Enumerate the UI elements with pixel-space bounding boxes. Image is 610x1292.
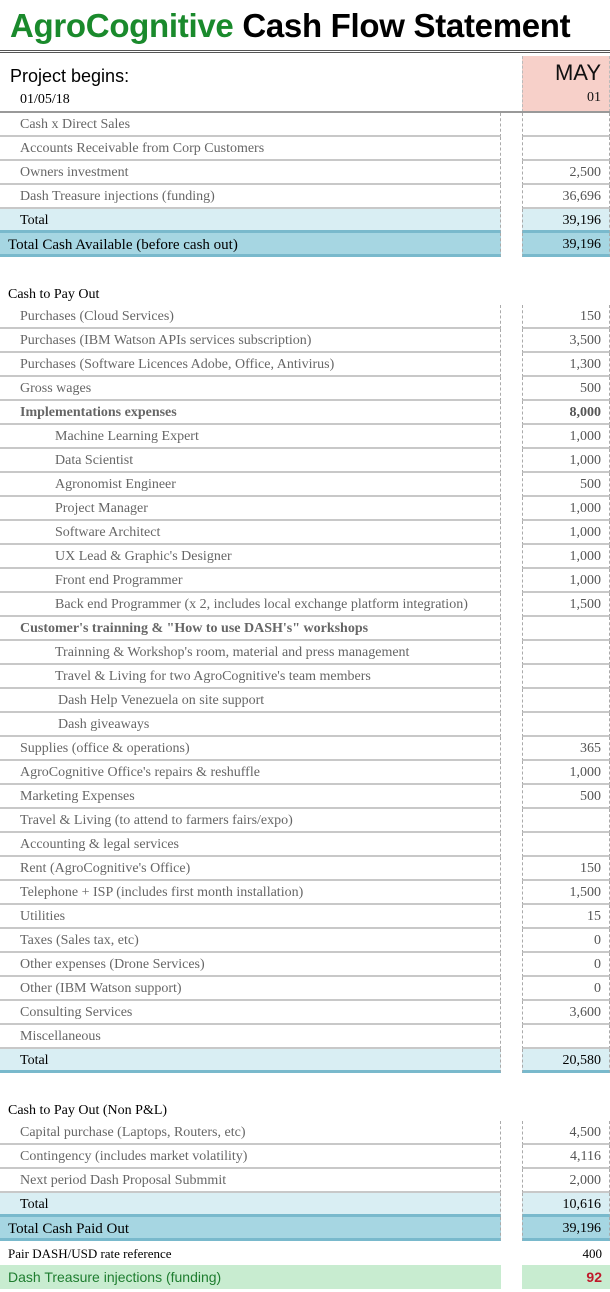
project-begins-date: 01/05/18 [20, 92, 70, 107]
row-value: 1,000 [522, 545, 610, 569]
row-value: 1,000 [522, 569, 610, 593]
row-label: Contingency (includes market volatility) [0, 1145, 501, 1169]
row-value [522, 137, 610, 161]
row-label: Miscellaneous [0, 1025, 501, 1049]
row-label: Trainning & Workshop's room, material and press management [0, 641, 501, 665]
row-label: Accounts Receivable from Corp Customers [0, 137, 501, 161]
row-label: Other expenses (Drone Services) [0, 953, 501, 977]
table-row [0, 809, 610, 833]
row-value: 0 [522, 977, 610, 1001]
row-label: Purchases (Cloud Services) [0, 305, 501, 329]
row-value: 10,616 [522, 1193, 610, 1217]
row-value: 15 [522, 905, 610, 929]
row-value [522, 1025, 610, 1049]
row-label: Utilities [0, 905, 501, 929]
table-row [0, 833, 610, 857]
table-row [0, 521, 610, 545]
row-label: Agronomist Engineer [0, 473, 501, 497]
row-value: 1,500 [522, 881, 610, 905]
row-label: UX Lead & Graphic's Designer [0, 545, 501, 569]
table-row [0, 377, 610, 401]
table-row [0, 857, 610, 881]
cash-paid-row [0, 1217, 610, 1241]
nonpl-total-row [0, 1193, 610, 1217]
section-heading-payout: Cash to Pay Out [8, 287, 100, 302]
table-row [0, 665, 610, 689]
row-value: 400 [582, 1246, 602, 1261]
row-value: 1,000 [522, 449, 610, 473]
row-value: 1,500 [522, 593, 610, 617]
brand-name: AgroCognitive [10, 7, 234, 44]
row-value: 4,500 [522, 1121, 610, 1145]
table-row [0, 185, 610, 209]
row-value: 39,196 [522, 209, 610, 233]
row-label: Cash x Direct Sales [0, 113, 501, 137]
row-label: AgroCognitive Office's repairs & reshuffle [0, 761, 501, 785]
table-row [0, 593, 610, 617]
table-row [0, 713, 610, 737]
row-label: Total [0, 209, 501, 233]
row-label: Rent (AgroCognitive's Office) [0, 857, 501, 881]
cash-in-total-row [0, 209, 610, 233]
row-label: Supplies (office & operations) [0, 737, 501, 761]
row-value: 39,196 [522, 1217, 610, 1241]
row-label: Back end Programmer (x 2, includes local exchange platform integration) [0, 593, 501, 617]
table-row [0, 401, 610, 425]
payout-total-row [0, 1049, 610, 1073]
row-label: Consulting Services [0, 1001, 501, 1025]
row-label: Total Cash Paid Out [0, 1217, 501, 1241]
table-row [0, 1025, 610, 1049]
table-row [0, 569, 610, 593]
table-row [0, 929, 610, 953]
row-value: 3,600 [522, 1001, 610, 1025]
table-row [0, 1169, 610, 1193]
row-label: Customer's trainning & "How to use DASH's" workshops [0, 617, 501, 641]
row-value: 1,000 [522, 521, 610, 545]
table-row [0, 113, 610, 137]
row-value: 0 [522, 953, 610, 977]
table-row [0, 473, 610, 497]
row-label: Telephone + ISP (includes first month installation) [0, 881, 501, 905]
month-header [522, 56, 610, 112]
row-label: Travel & Living (to attend to farmers fairs/expo) [0, 809, 501, 833]
row-value [522, 617, 610, 641]
page-title [0, 0, 610, 52]
row-value: 20,580 [522, 1049, 610, 1073]
table-row [0, 617, 610, 641]
table-row [0, 425, 610, 449]
title-divider [0, 50, 610, 53]
row-label: Marketing Expenses [0, 785, 501, 809]
row-label: Software Architect [0, 521, 501, 545]
row-value: 92 [522, 1265, 610, 1289]
row-value [522, 689, 610, 713]
table-row [0, 785, 610, 809]
table-row [0, 449, 610, 473]
row-label: Total [0, 1193, 501, 1217]
dash-funding-row [0, 1265, 610, 1289]
row-label: Data Scientist [0, 449, 501, 473]
row-value [522, 809, 610, 833]
row-label: Travel & Living for two AgroCognitive's team members [0, 665, 501, 689]
table-row [0, 1121, 610, 1145]
row-label: Gross wages [0, 377, 501, 401]
row-label: Other (IBM Watson support) [0, 977, 501, 1001]
row-label: Accounting & legal services [0, 833, 501, 857]
row-value: 1,000 [522, 425, 610, 449]
row-label: Machine Learning Expert [0, 425, 501, 449]
row-value: 2,500 [522, 161, 610, 185]
row-value: 36,696 [522, 185, 610, 209]
row-value: 1,000 [522, 497, 610, 521]
table-row [0, 497, 610, 521]
row-value: 500 [522, 473, 610, 497]
row-label: Owners investment [0, 161, 501, 185]
row-value [522, 833, 610, 857]
section-heading-nonpl: Cash to Pay Out (Non P&L) [8, 1103, 168, 1118]
row-value: 39,196 [522, 233, 610, 257]
table-row [0, 737, 610, 761]
table-row [0, 689, 610, 713]
row-value: 4,116 [522, 1145, 610, 1169]
row-label: Dash Treasure injections (funding) [0, 1265, 501, 1289]
project-header [0, 56, 501, 112]
row-label: Dash Help Venezuela on site support [0, 689, 501, 713]
table-row [0, 977, 610, 1001]
cash-available-row [0, 233, 610, 257]
table-row [0, 761, 610, 785]
table-row [0, 137, 610, 161]
row-label: Taxes (Sales tax, etc) [0, 929, 501, 953]
row-value: 3,500 [522, 329, 610, 353]
row-value: 0 [522, 929, 610, 953]
row-value: 365 [522, 737, 610, 761]
row-value [522, 713, 610, 737]
row-value: 1,300 [522, 353, 610, 377]
row-label: Next period Dash Proposal Submmit [0, 1169, 501, 1193]
table-row [0, 905, 610, 929]
row-label: Total Cash Available (before cash out) [0, 233, 501, 257]
row-label: Dash Treasure injections (funding) [0, 185, 501, 209]
row-label: Front end Programmer [0, 569, 501, 593]
table-row [0, 353, 610, 377]
row-value: 150 [522, 305, 610, 329]
rate-row [0, 1242, 610, 1266]
row-value: 8,000 [522, 401, 610, 425]
row-label: Total [0, 1049, 501, 1073]
table-row [0, 1001, 610, 1025]
title-text: Cash Flow Statement [242, 7, 571, 44]
row-value [522, 665, 610, 689]
row-value [522, 641, 610, 665]
table-row [0, 881, 610, 905]
row-label: Capital purchase (Laptops, Routers, etc) [0, 1121, 501, 1145]
month-number: 01 [587, 90, 601, 105]
table-row [0, 329, 610, 353]
row-value: 500 [522, 785, 610, 809]
table-row [0, 1145, 610, 1169]
table-row [0, 161, 610, 185]
month-name: MAY [554, 60, 601, 85]
table-row [0, 953, 610, 977]
row-value: 2,000 [522, 1169, 610, 1193]
row-value: 500 [522, 377, 610, 401]
table-row [0, 641, 610, 665]
row-label: Implementations expenses [0, 401, 501, 425]
row-label: Purchases (Software Licences Adobe, Office, Antivirus) [0, 353, 501, 377]
table-row [0, 545, 610, 569]
row-label: Dash giveaways [0, 713, 501, 737]
row-label: Project Manager [0, 497, 501, 521]
row-label: Pair DASH/USD rate reference [8, 1246, 172, 1261]
table-row [0, 305, 610, 329]
row-value: 150 [522, 857, 610, 881]
row-value [522, 113, 610, 137]
row-label: Purchases (IBM Watson APIs services subscription) [0, 329, 501, 353]
row-value: 1,000 [522, 761, 610, 785]
project-begins-label: Project begins: [10, 66, 130, 86]
